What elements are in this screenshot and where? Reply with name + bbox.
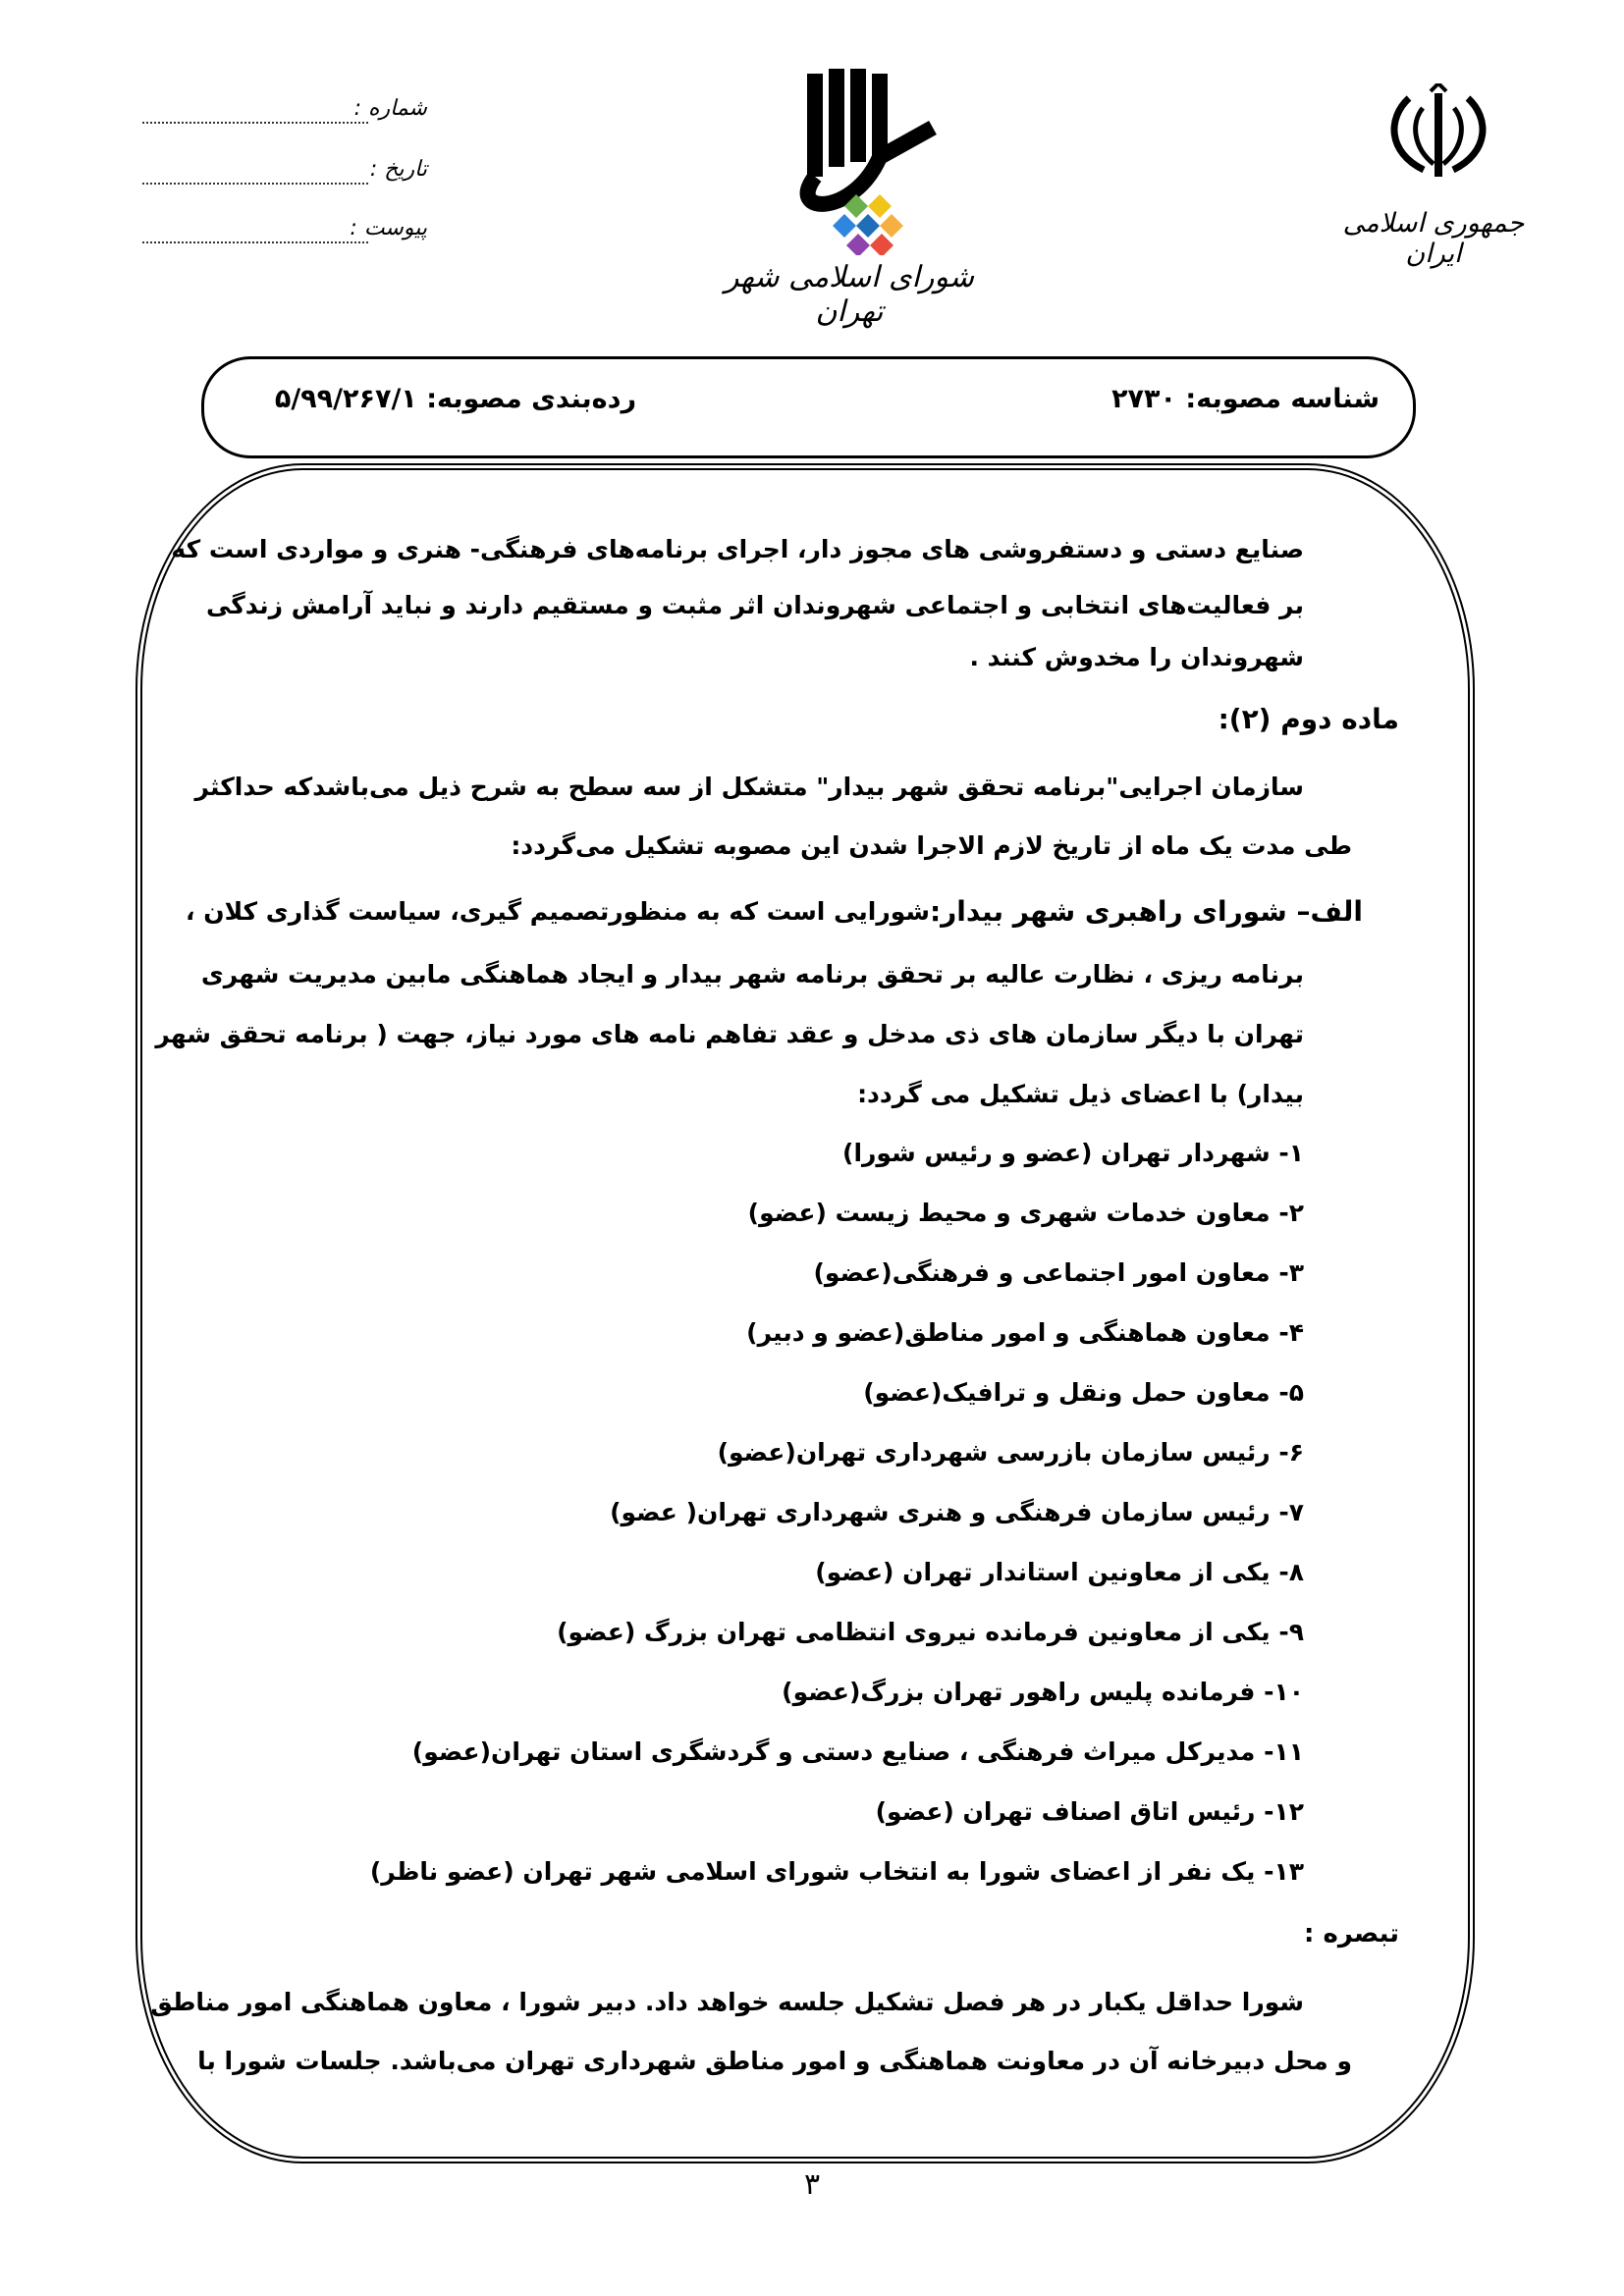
member-item: ۱- شهردار تهران (عضو و رئیس شورا): [842, 1139, 1304, 1167]
section-a-text: شورایی است که به منظورتصمیم گیری، سیاست گذاری کلان ،: [186, 897, 930, 926]
tehran-council-logo: [776, 69, 952, 255]
emblem-icon: [1380, 83, 1497, 182]
attachment-field: [142, 216, 427, 255]
date-field: [142, 157, 427, 196]
number-label: شماره :: [353, 96, 427, 121]
number-dotted-line: [142, 122, 368, 124]
member-item: ۷- رئیس سازمان فرهنگی و هنری شهرداری تهران( عضو): [610, 1498, 1304, 1526]
section-a-line: تهران با دیگر سازمان های ذی مدخل و عقد تفاهم نامه های مورد نیاز، جهت ( برنامه تحقق شهر: [155, 1020, 1304, 1048]
resolution-id: شناسه مصوبه: ۲۷۳۰: [1111, 384, 1380, 414]
section-a-first-line: [186, 895, 1363, 929]
member-item: ۶- رئیس سازمان بازرسی شهرداری تهران(عضو): [717, 1438, 1304, 1467]
resolution-classification: رده‌بندی مصوبه: ۵/۹۹/۲۶۷/۱: [274, 384, 636, 414]
date-dotted-line: [142, 183, 368, 185]
article2-heading: ماده دوم (۲):: [1218, 703, 1399, 735]
intro-line: شهروندان را مخدوش کنند .: [969, 643, 1304, 671]
intro-line: بر فعالیت‌های انتخابی و اجتماعی شهروندان اثر مثبت و مستقیم دارند و نباید آرامش زندگی: [205, 591, 1304, 619]
attachment-dotted-line: [142, 241, 368, 243]
attachment-label: پیوست :: [350, 216, 427, 240]
section-a-line: بیدار) با اعضای ذیل تشکیل می گردد:: [857, 1080, 1304, 1108]
intro-line: صنایع دستی و دستفروشی های مجوز دار، اجرای برنامه‌های فرهنگی- هنری و مواردی است که: [171, 535, 1304, 563]
note-line: شورا حداقل یکبار در هر فصل تشکیل جلسه خواهد داد. دبیر شورا ، معاون هماهنگی امور مناطق: [150, 1988, 1304, 2016]
note-line: و محل دبیرخانه آن در معاونت هماهنگی و امور مناطق شهرداری تهران می‌باشد. جلسات شورا با: [197, 2047, 1352, 2075]
member-item: ۹- یکی از معاونین فرمانده نیروی انتظامی تهران بزرگ (عضو): [557, 1618, 1304, 1646]
member-item: ۵- معاون حمل ونقل و ترافیک(عضو): [863, 1378, 1304, 1407]
article2-line: طی مدت یک ماه از تاریخ لازم الاجرا شدن این مصوبه تشکیل می‌گردد:: [511, 831, 1352, 860]
number-field: [142, 96, 427, 135]
member-item: ۴- معاون هماهنگی و امور مناطق(عضو و دبیر): [746, 1318, 1304, 1347]
member-item: ۱۲- رئیس اتاق اصناف تهران (عضو): [875, 1797, 1304, 1826]
article2-line: سازمان اجرایی"برنامه تحقق شهر بیدار" متشکل از سه سطح به شرح ذیل می‌باشد‌که حداکثر: [194, 773, 1304, 801]
council-logo-caption: شورای اسلامی شهر تهران: [725, 260, 974, 329]
iran-emblem-logo: [1380, 83, 1497, 182]
date-label: تاریخ :: [369, 157, 427, 182]
member-item: ۸- یکی از معاونین استاندار تهران (عضو): [815, 1558, 1304, 1586]
section-a-title: الف– شورای راهبری شهر بیدار:: [929, 895, 1363, 928]
member-item: ۱۳- یک نفر از اعضای شورا به انتخاب شورای اسلامی شهر تهران (عضو ناظر): [369, 1857, 1304, 1886]
emblem-caption: جمهوری اسلامی ایران: [1342, 208, 1525, 269]
member-item: ۳- معاون امور اجتماعی و فرهنگی(عضو): [813, 1258, 1304, 1287]
member-item: ۱۱- مدیرکل میراث فرهنگی ، صنایع دستی و گردشگری استان تهران(عضو): [411, 1737, 1304, 1766]
note-heading: تبصره :: [1304, 1919, 1399, 1949]
member-item: ۲- معاون خدمات شهری و محیط زیست (عضو): [747, 1199, 1304, 1227]
page-number: ۳: [803, 2167, 821, 2202]
section-a-line: برنامه ریزی ، نظارت عالیه بر تحقق برنامه شهر بیدار و ایجاد هماهنگی مابین مدیریت شهری: [200, 960, 1304, 988]
member-item: ۱۰- فرمانده پلیس راهور تهران بزرگ(عضو): [782, 1678, 1304, 1706]
council-logo-icon: [776, 69, 952, 255]
